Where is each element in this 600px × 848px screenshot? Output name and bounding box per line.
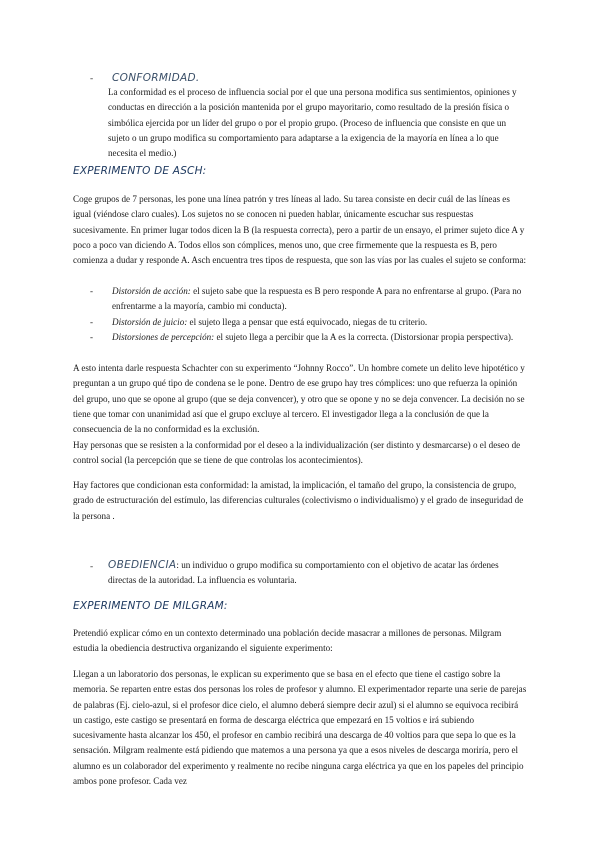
resistance-paragraph: Hay personas que se resisten a la conformidad por el deseo a la individualización (ser distinto y desmarcarse) o el deseo de control social (la percepción que se tiene de que controlas los acontecimientos).	[73, 440, 521, 466]
conformidad-definition: La conformidad es el proceso de influencia social por el que una persona modifica sus sentimientos, opiniones y conductas en dirección a la posición mantenida por el grupo mayoritario, como resultado de la presión física o simbólica ejercida por un líder del grupo o por el propio grupo. (Proceso de influencia que consiste en que un sujeto o un grupo modifica su comportamiento para adaptarse a la exigencia de la mayoría en línea a lo que necesita el medio.)	[108, 87, 517, 159]
schachter-paragraph: A esto intenta darle respuesta Schachter con su experimento “Johnny Rocco”. Un hombre comete un delito leve hipotético y preguntan a un grupo qué tipo de condena se le pone. Dentro de ese grupo hay tres cómplices: uno que refuerza la opinión del grupo, uno que se opone al grupo (que se deja convencer), y otro que se opone y no se deja convencer. La decisión no se tiene que tomar con unanimidad así que el grupo excluye al tercero. El investigador llega a la conclusión de que la consecuencia de la no conformidad es la exclusión.	[73, 363, 525, 435]
list-item-text: el sujeto llega a percibir que la A es la correcta. (Distorsionar propia perspectiva).	[214, 331, 514, 342]
list-item-term: Distorsión de juicio:	[112, 316, 188, 327]
list-bullet: -	[90, 74, 94, 84]
list-item-term: Distorsiones de percepción:	[112, 331, 215, 342]
list-item: - Distorsión de juicio: el sujeto llega a pensar que está equivocado, niegas de tu criterio.	[90, 316, 428, 327]
list-bullet: -	[90, 562, 94, 572]
asch-response-types-list	[90, 284, 530, 345]
list-item: - Distorsiones de percepción: el sujeto llega a percibir que la A es la correcta. (Distorsionar propia perspectiva).	[90, 331, 514, 342]
milgram-intro-paragraph: Pretendió explicar cómo en un contexto determinado una población decide masacrar a millones de personas. Milgram estudia la obediencia destructiva organizando el siguiente experimento:	[73, 628, 502, 654]
obediencia-title: OBEDIENCIA	[108, 559, 177, 571]
list-item-term: Distorsión de acción:	[112, 286, 191, 296]
asch-heading: EXPERIMENTO DE ASCH:	[73, 165, 207, 177]
obediencia-paragraph	[108, 558, 528, 589]
milgram-body-paragraph: Llegan a un laboratorio dos personas, le explican su experimento que se basa en el efecto que tiene el castigo sobre la memoria. Se reparten entre estas dos personas los roles de profesor y alumno. El experimentador reparte una serie de parejas de palabras (Ej. cielo-azul, si el profesor dice cielo, el alumno deberá siempre decir azul) si el alumno se equivoca recibirá un castigo, este castigo se presentará en forma de descarga eléctrica que empezará en 15 voltios e irá subiendo sucesivamente hasta alcanzar los 450, el profesor en cambio recibirá una descarga de 40 voltios para que sepa lo que es la sensación. Milgram realmente está pidiendo que matemos a una persona ya que a esos niveles de descarga moriría, pero el alumno es un colaborador del experimento y realmente no recibe ninguna carga eléctrica ya que en los papeles del principio ambos pone profesor. Cada vez	[73, 669, 527, 787]
asch-intro-paragraph: Coge grupos de 7 personas, les pone una línea patrón y tres líneas al lado. Su tarea consiste en decir cuál de las líneas es igual (viéndose claro cuales). Los sujetos no se conocen ni pueden hablar, únicamente escuchar sus respuestas sucesivamente. En primer lugar todos dicen la B (la respuesta correcta), pero a partir de un ensayo, el primer sujeto dice A y poco a poco van diciendo A. Todos ellos son cómplices, menos uno, que cree firmemente que la respuesta es B, pero comienza a dudar y responde A. Asch encuentra tres tipos de respuesta, que son las vías por las cuales el sujeto se conforma:	[73, 194, 527, 266]
milgram-heading: EXPERIMENTO DE MILGRAM:	[73, 600, 228, 612]
factors-paragraph: Hay factores que condicionan esta conformidad: la amistad, la implicación, el tamaño del grupo, la consistencia de grupo, grado de estructuración del estímulo, las diferencias culturales (colectivismo o individualismo) y el grado de inseguridad de la persona .	[73, 480, 524, 521]
obediencia-definition: : un individuo o grupo modifica su comportamiento con el objetivo de acatar las órdenes directas de la autoridad. La influencia es voluntaria.	[108, 560, 499, 586]
conformidad-title: CONFORMIDAD.	[112, 72, 200, 84]
list-item-text: el sujeto sabe que la respuesta es B pero responde A para no enfrentarse al grupo. (Para no enfrentarme a la mayoría, cambio mi conducta).	[112, 286, 522, 312]
list-item: - Distorsión de acción: el sujeto sabe que la respuesta es B pero responde A para no enfrentarse al grupo. (Para no enfrentarme a la mayoría, cambio mi conducta).	[90, 286, 522, 312]
list-item-text: el sujeto llega a pensar que está equivocado, niegas de tu criterio.	[187, 316, 428, 327]
